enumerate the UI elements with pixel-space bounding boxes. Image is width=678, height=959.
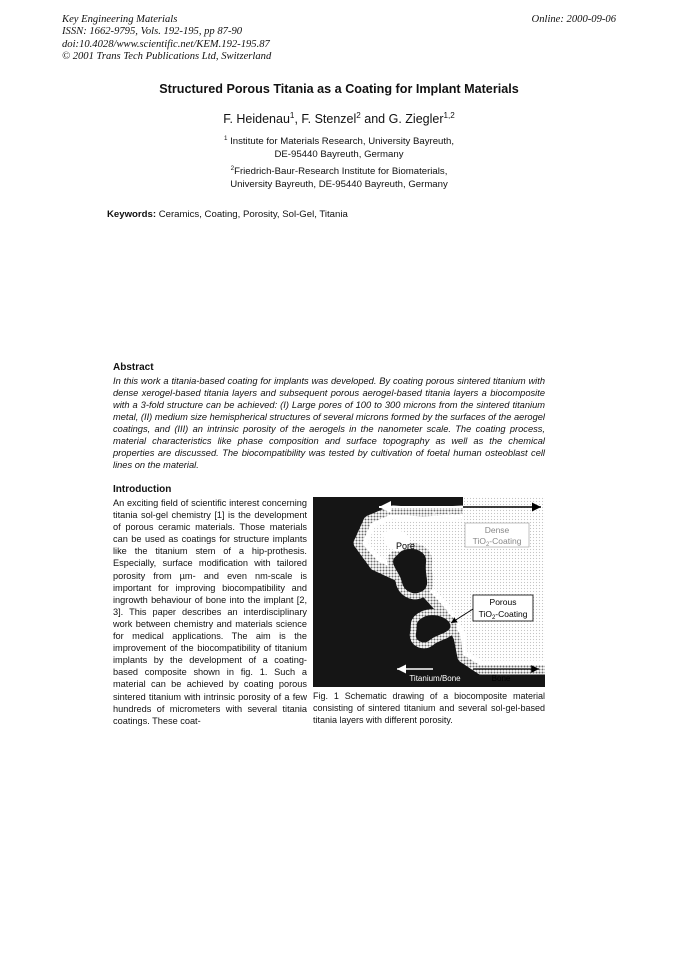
author-name: G. Ziegler: [388, 112, 444, 126]
author-affiliation-mark: 1: [289, 110, 295, 120]
label-porous-coating: TiO$_2$-Coating: [478, 609, 528, 621]
figure-caption: Fig. 1 Schematic drawing of a biocomposite material consisting of sintered titanium and several sol-gel-based titania layers with different porosity.: [313, 691, 545, 726]
abstract-text: In this work a titania-based coating for implants was developed. By coating porous sintered titanium with dense xerogel-based titania layers and subsequent porous aerogel-based titania layers a biocomposite with a 3-fold structure can be achieved: (I) Large pores of 100 to 300 microns from the sintered titanium metal, (II) medium size hemispherical structures of several microns formed by the surfaces of the aerogel coatings, and (III) an intrinsic porosity of the aerogels in the nanometer scale. The coating process, material characteristics like phase composition and surface topography as well as the chemical properties are discussed. The biocompatibility was tested by cultivation of foetal human osteoblast cell lines on the material.: [113, 376, 545, 471]
label-implant: Implant: [433, 511, 463, 521]
affiliation-number: 1: [223, 134, 228, 142]
keywords-label: Keywords:: [107, 209, 157, 220]
introduction-heading: Introduction: [113, 484, 172, 495]
journal-doi: doi:10.4028/www.scientific.net/KEM.192-195.87: [62, 38, 270, 50]
label-bone: Bone: [491, 674, 511, 683]
label-porous: Porous: [489, 597, 517, 607]
label-dense: Dense: [484, 525, 510, 535]
affiliation-line: Friedrich-Baur-Research Institute for Biomaterials,: [234, 166, 448, 177]
abstract-heading: Abstract: [113, 362, 154, 373]
label-titanium-bone: Titanium/Bone: [409, 674, 461, 683]
affiliation-line: Institute for Materials Research, University Bayreuth,: [230, 136, 455, 147]
author-affiliation-mark: 1,2: [443, 110, 455, 120]
author-name: F. Heidenau: [223, 112, 290, 126]
introduction-text: An exciting field of scientific interest concerning titania sol-gel chemistry [1] is the development of porous ceramic materials. Those materials can be used as coatings for structure implants like the titanium stem of a hip-prothesis. Especially, surface modification with tailored porosity from µm- and even nm-scale is important for improving biocompatibility and ingrowth behaviour of bone into the implant [2, 3]. This paper describes an interdisciplinary work between chemistry and materials science for medical applications. The aim is the improvement of the biocompatibility of titanium implants by the development of a coating-based composite shown in fig. 1. Such a material can be achieved by coating porous sintered titanium with intrinsic porosity of a few hundreds of micrometers with several titania coatings. These coat-: [113, 498, 307, 726]
journal-header: [62, 14, 271, 63]
keywords-text: Ceramics, Coating, Porosity, Sol-Gel, Titania: [158, 209, 348, 220]
affiliation-line: DE-95440 Bayreuth, Germany: [274, 148, 404, 160]
author-name: F. Stenzel: [301, 112, 357, 126]
affiliation-line: University Bayreuth, DE-95440 Bayreuth, Germany: [230, 178, 448, 190]
affiliation-1: [0, 136, 678, 161]
author-separator: and: [360, 112, 389, 126]
biocomposite-figure: [313, 497, 545, 687]
label-pore: Pore: [396, 541, 416, 551]
keywords: [107, 209, 348, 220]
online-date: Online: 2000-09-06: [531, 14, 616, 25]
affiliation-number: 2: [230, 164, 235, 172]
journal-issn: ISSN: 1662-9795, Vols. 192-195, pp 87-90: [62, 26, 243, 38]
author-separator: ,: [294, 112, 302, 126]
label-dense-coating: TiO$_2$-Coating: [472, 536, 522, 548]
author-affiliation-mark: 2: [356, 110, 361, 120]
journal-name: Key Engineering Materials: [62, 14, 178, 25]
affiliation-2: [0, 166, 678, 191]
paper-title: Structured Porous Titania as a Coating for Implant Materials: [159, 82, 519, 96]
journal-copyright: © 2001 Trans Tech Publications Ltd, Switzerland: [62, 50, 272, 62]
author-list: [0, 112, 678, 126]
